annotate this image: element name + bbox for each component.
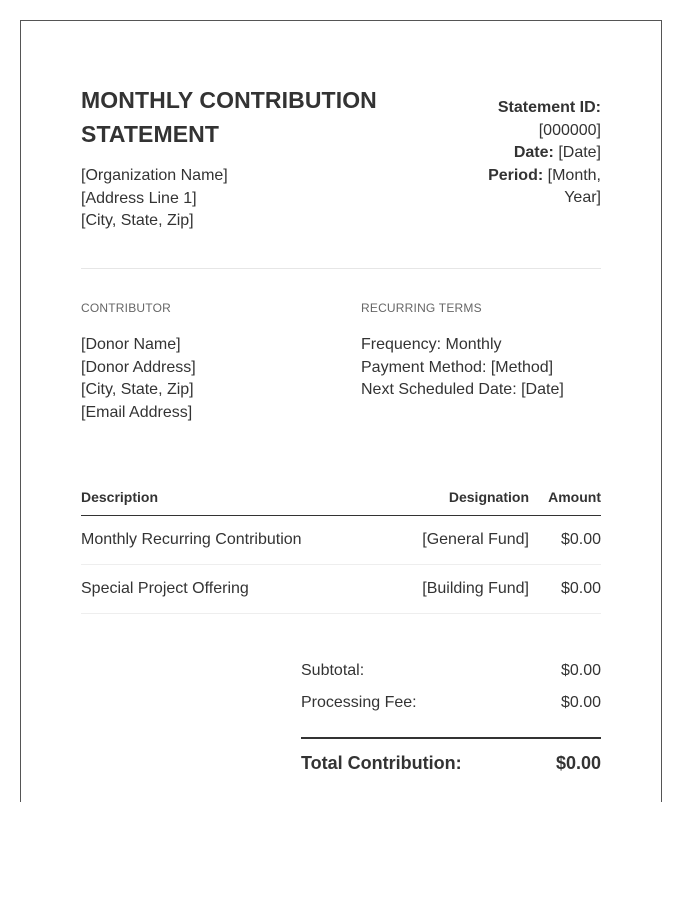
donor-name: [Donor Name] (81, 336, 181, 353)
statement-meta (471, 97, 601, 210)
table-header (81, 487, 601, 516)
period-label: Period: (488, 166, 544, 184)
page-title: MONTHLY CONTRIBUTION STATEMENT (81, 87, 377, 147)
processing-fee-row (301, 691, 601, 723)
row-description: Monthly Recurring Contribution (81, 531, 302, 548)
subtotal-row (301, 659, 601, 691)
header-amount: Amount (548, 489, 601, 505)
table-row (81, 516, 601, 565)
payment-method-text: Payment Method: [Method] (361, 358, 554, 376)
organization-block (81, 165, 228, 233)
header-designation: Designation (448, 489, 529, 505)
organization-address: [Address Line 1] (81, 189, 197, 207)
subtotal-label: Subtotal: (301, 662, 365, 679)
period-value-year: Year] (564, 189, 601, 206)
row-designation: [General Fund] (422, 531, 529, 548)
date-label: Date: (513, 144, 554, 161)
donor-email: [Email Address] (81, 403, 193, 421)
statement-id-label: Statement ID: (497, 99, 601, 116)
statement-id-value: [000000] (538, 121, 601, 139)
total-contribution-row (301, 737, 601, 777)
totals-section (301, 659, 601, 777)
table-row (81, 565, 601, 614)
recurring-terms-label: RECURRING TERMS (361, 301, 482, 315)
row-description: Special Project Offering (81, 580, 249, 597)
total-contribution-value: $0.00 (555, 753, 601, 773)
organization-name: [Organization Name] (81, 167, 228, 184)
processing-fee-label: Processing Fee: (301, 694, 417, 711)
period-value-month: [Month, (547, 166, 601, 184)
frequency-text: Frequency: Monthly (361, 336, 502, 353)
contribution-table (81, 487, 601, 614)
total-contribution-label: Total Contribution: (301, 753, 462, 773)
subtotal-value: $0.00 (560, 662, 601, 679)
header-divider (81, 268, 601, 269)
next-scheduled-date-text: Next Scheduled Date: [Date] (361, 381, 564, 398)
statement-page (20, 20, 662, 802)
donor-address: [Donor Address] (81, 358, 196, 376)
statement-header (81, 83, 601, 253)
processing-fee-value: $0.00 (560, 694, 601, 711)
organization-city-state-zip: [City, State, Zip] (81, 212, 194, 229)
row-amount: $0.00 (560, 531, 601, 548)
donor-city-state-zip: [City, State, Zip] (81, 381, 194, 398)
header-description: Description (81, 489, 159, 505)
contributor-label: CONTRIBUTOR (81, 301, 171, 315)
contributor-section (81, 300, 341, 424)
row-designation: [Building Fund] (422, 580, 529, 597)
row-amount: $0.00 (560, 580, 601, 597)
recurring-terms-section (361, 300, 621, 402)
date-value: [Date] (558, 144, 601, 161)
